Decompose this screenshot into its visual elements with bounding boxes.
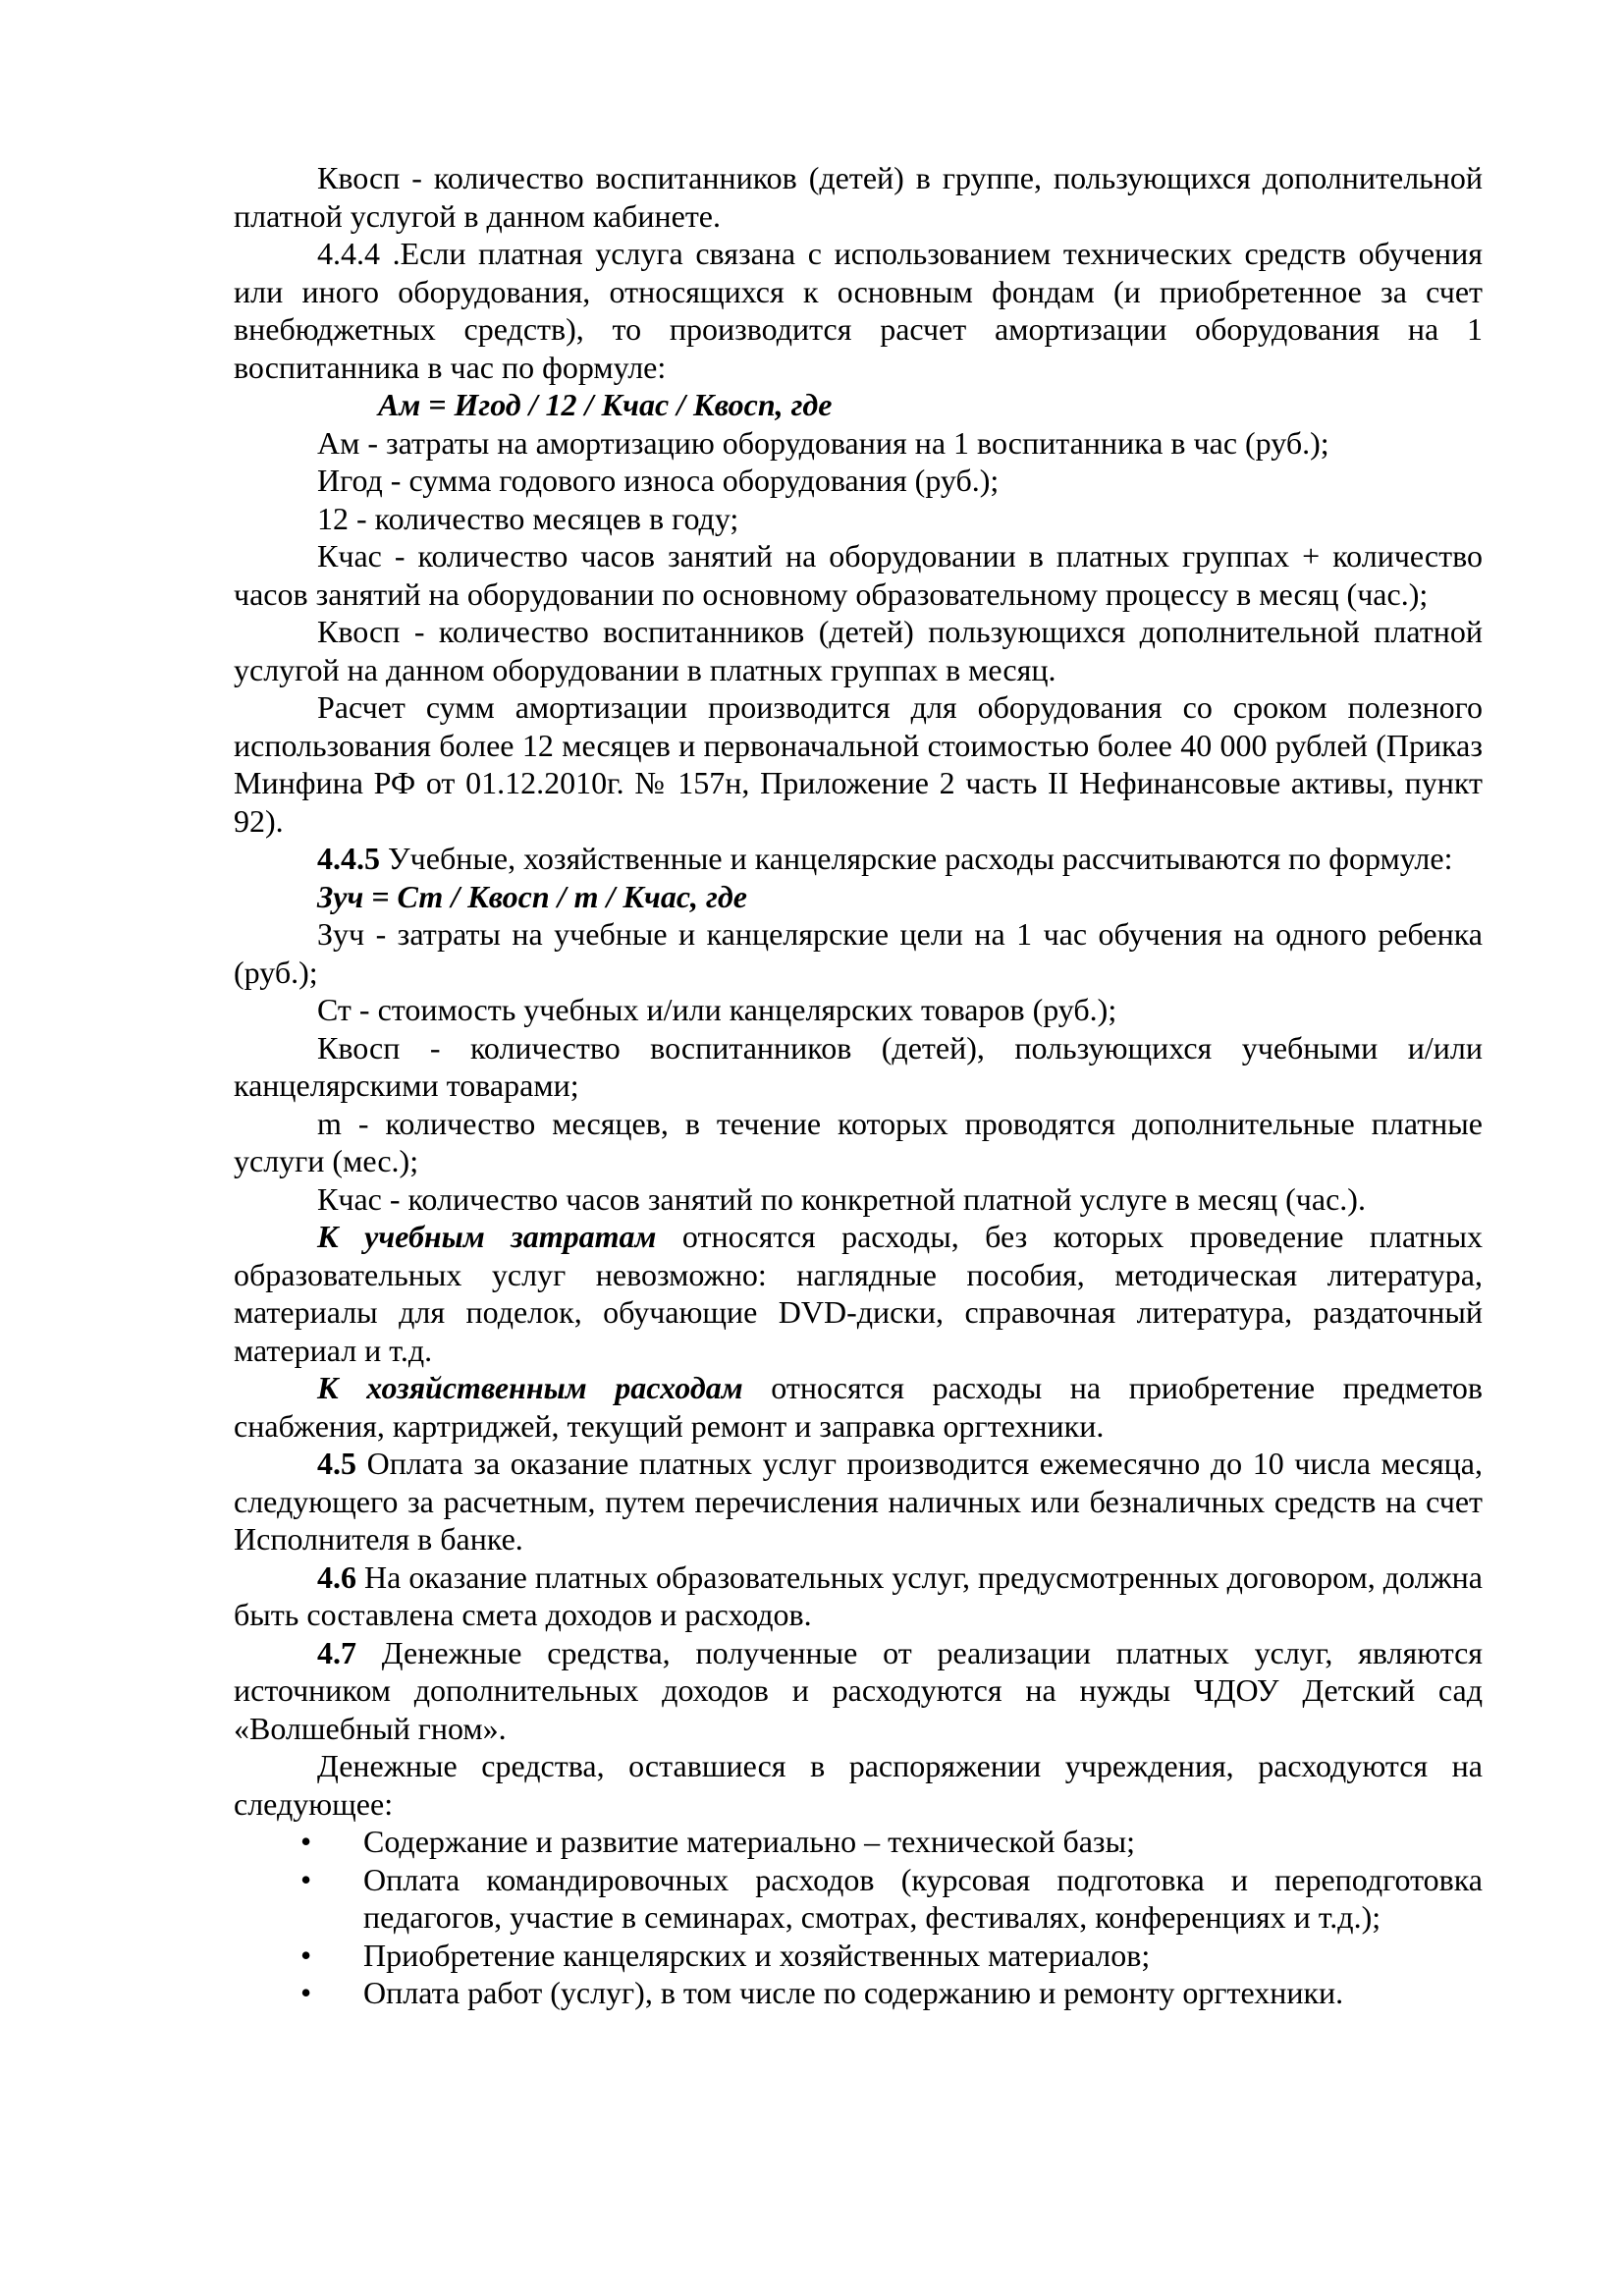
text-run: Ам = Игод / 12 / Кчас / Квосп, где	[378, 387, 833, 422]
text-run: относятся расходы на приобретение предметов снабжения, картриджей, текущий ремонт и заправка оргтехники.	[234, 1370, 1484, 1444]
def-kchas-equipment	[234, 537, 1483, 613]
text-run: К учебным затратам	[317, 1219, 657, 1254]
para-4-4-4	[234, 235, 1483, 386]
text-run: m - количество месяцев, в течение которых проводятся дополнительные платные услуги (мес.);	[234, 1105, 1483, 1178]
text-run: Денежные средства, оставшиеся в распоряжении учреждения, расходуются на следующее:	[234, 1748, 1483, 1822]
text-run: Содержание и развитие материально – технической базы;	[363, 1824, 1135, 1859]
text-run: Расчет сумм амортизации производится для оборудования со сроком полезного использования более 12 месяцев и первоначальной стоимостью более 40 000 рублей (Приказ Минфина РФ от 01.12.2010г. № 157н, Приложение 2 часть II Нефинансовые активы, пункт 92).	[234, 689, 1483, 839]
text-run: Оплата за оказание платных услуг производится ежемесячно до 10 числа месяца, следующего за расчетным, путем перечисления наличных или безналичных средств на счет Исполнителя в банке.	[234, 1446, 1483, 1557]
text-run: 4.4.4 .Если платная услуга связана с использованием технических средств обучения или иного оборудования, относящихся к основным фондам (и приобретенное за счет внебюджетных средств), то производится расчет амортизации оборудования на 1 воспитанника в час по формуле:	[234, 236, 1483, 385]
formula-zuch	[234, 878, 1483, 916]
document-body	[234, 159, 1483, 2012]
bullet-soderzhanie	[300, 1823, 1483, 1861]
formula-amortization	[234, 386, 1483, 424]
text-run: Кчас - количество часов занятий по конкретной платной услуге в месяц (час.).	[317, 1180, 1366, 1217]
para-hozyaystvennye-rashody	[234, 1369, 1483, 1445]
def-kvosp-supplies	[234, 1029, 1483, 1105]
text-run: 12 - количество месяцев в году;	[317, 500, 739, 536]
text-run: Кчас - количество часов занятий на оборудовании в платных группах + количество часов занятий на оборудовании по основному образовательному процессу в месяц (час.);	[234, 538, 1483, 612]
text-run: Приобретение канцелярских и хозяйственных материалов;	[363, 1937, 1151, 1973]
text-run: Зуч - затраты на учебные и канцелярские цели на 1 час обучения на одного ребенка (руб.);	[234, 916, 1483, 990]
para-uchebnye-zatraty	[234, 1218, 1483, 1369]
text-run: Квосп - количество воспитанников (детей), пользующихся учебными и/или канцелярскими товарами;	[234, 1029, 1483, 1103]
bullet-icon: •	[300, 1975, 312, 2010]
para-amortization-rule	[234, 688, 1483, 840]
def-m	[234, 1105, 1483, 1180]
def-st	[234, 991, 1483, 1029]
text-run: Квосп - количество воспитанников (детей) пользующихся дополнительной платной услугой на данном оборудовании в платных группах в месяц.	[234, 614, 1483, 687]
para-4-5	[234, 1445, 1483, 1558]
def-12	[234, 500, 1483, 538]
text-run: Квосп - количество воспитанников (детей) в группе, пользующихся дополнительной платной услугой в данном кабинете.	[234, 160, 1483, 234]
def-am	[234, 424, 1483, 463]
text-run: 4.6	[317, 1558, 356, 1595]
text-run: Оплата командировочных расходов (курсовая подготовка и переподготовка педагогов, участие в семинарах, смотрах, фестивалях, конференциях и т.д.);	[363, 1861, 1483, 1935]
bullet-icon: •	[300, 1824, 312, 1859]
text-run: 4.5	[317, 1446, 356, 1481]
text-run: На оказание платных образовательных услуг, предусмотренных договором, должна быть составлена смета доходов и расходов.	[234, 1558, 1483, 1632]
text-run: 4.7	[317, 1634, 356, 1670]
def-kvosp-equipment	[234, 613, 1483, 688]
para-4-6	[234, 1558, 1483, 1634]
para-4-4-5	[234, 840, 1483, 878]
text-run: Зуч = Ст / Квосп / m / Кчас, где	[317, 878, 747, 914]
bullet-oplata-rabot	[300, 1974, 1483, 2012]
text-run: Оплата работ (услуг), в том числе по содержанию и ремонту оргтехники.	[363, 1975, 1344, 2010]
def-igod	[234, 462, 1483, 500]
para-kvosp-group-definition	[234, 159, 1483, 235]
def-zuch	[234, 915, 1483, 991]
text-run: Денежные средства, полученные от реализации платных услуг, являются источником дополнительных доходов и расходуются на нужды ЧДОУ Детский сад «Волшебный гном».	[234, 1634, 1483, 1746]
text-run: Игод - сумма годового износа оборудования (руб.);	[317, 463, 1000, 498]
text-run: относятся расходы, без которых проведение платных образовательных услуг невозможно: наглядные пособия, методическая литература, материалы для поделок, обучающие DVD-диски, справочная литература, раздаточный материал и т.д.	[234, 1219, 1484, 1368]
text-run: Ам - затраты на амортизацию оборудования на 1 воспитанника в час (руб.);	[317, 424, 1329, 461]
text-run: Ст - стоимость учебных и/или канцелярских товаров (руб.);	[317, 992, 1117, 1027]
text-run: Учебные, хозяйственные и канцелярские расходы рассчитываются по формуле:	[380, 841, 1453, 876]
para-4-7	[234, 1634, 1483, 1748]
text-run: К хозяйственным расходам	[317, 1370, 743, 1405]
bullet-icon: •	[300, 1937, 312, 1973]
para-denezhnye-sredstva	[234, 1747, 1483, 1823]
bullet-priobretenie-materialov	[300, 1937, 1483, 1975]
bullet-icon: •	[300, 1861, 312, 1897]
spending-list	[234, 1823, 1483, 2012]
text-run: 4.4.5	[317, 841, 380, 876]
def-kchas-service	[234, 1180, 1483, 1219]
bullet-oplata-komandirovochnyh	[300, 1861, 1483, 1937]
